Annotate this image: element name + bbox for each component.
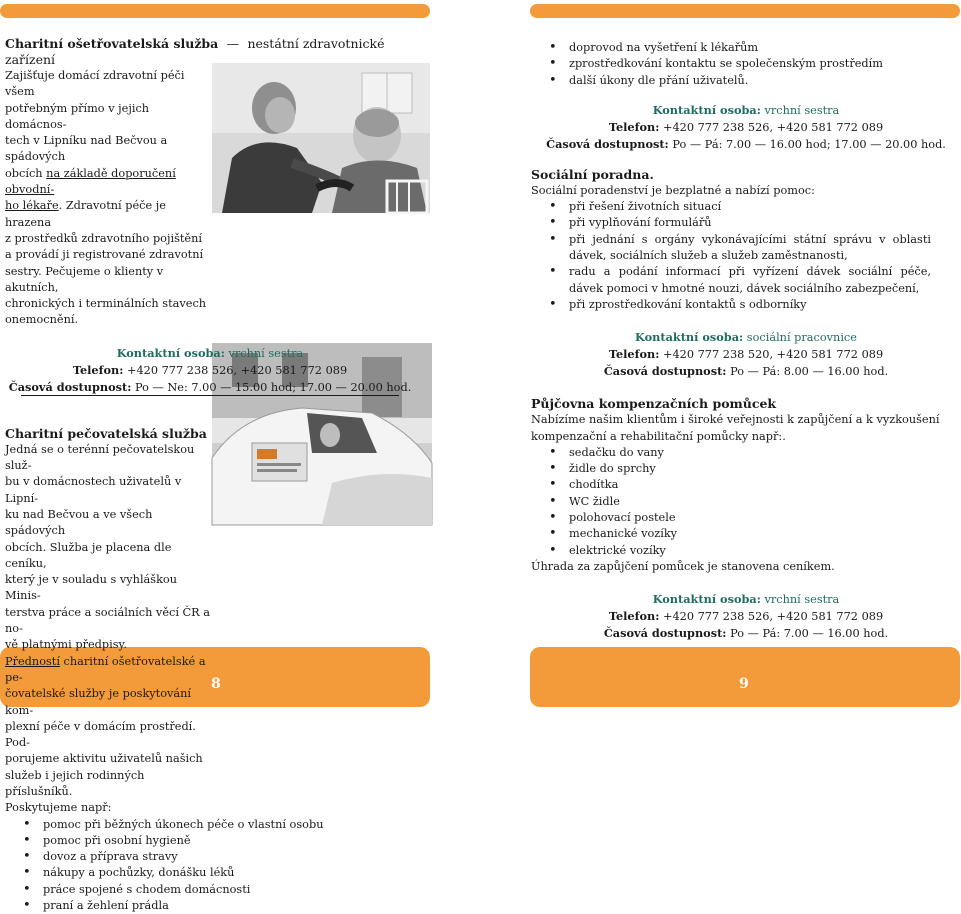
text-line: potřebným přímo v jejich domácnos-: [5, 101, 150, 131]
contact-label: Kontaktní osoba:: [652, 592, 761, 607]
phone-label: Telefon:: [608, 347, 660, 362]
top-bar-right: [530, 4, 960, 18]
text-line: Zajišťuje domácí zdravotní péči všem: [5, 69, 185, 99]
text-line: z prostředků zdravotního pojištění: [5, 231, 203, 245]
rental-items-list: [531, 445, 961, 559]
text-line: terstva práce a sociálních věcí ČR a no-: [5, 605, 211, 636]
nursing-description: [5, 68, 210, 329]
text-line: chronických i terminálních stavech: [5, 297, 207, 311]
social-services-list: [531, 199, 931, 313]
left-page: [5, 36, 415, 914]
list-item: • radu a podání informací při vyřízení dávek sociální péče, dávek pomoci v hmotné nouzi, dávek sociálního zabezpečení,: [531, 264, 931, 297]
provide-label: Poskytujeme např:: [5, 801, 112, 815]
page-number-right: 9: [739, 676, 749, 692]
text-line: ho lékaře. Zdravotní péče je hrazena: [5, 199, 166, 229]
top-bar-left: [0, 4, 430, 18]
contact-block-nursing: [5, 345, 415, 396]
phone-numbers: +420 777 238 526, +420 581 772 089: [662, 120, 884, 134]
contact-label: Kontaktní osoba:: [635, 330, 744, 345]
contact-block-care: [531, 102, 961, 153]
list-item: • dovoz a příprava stravy: [5, 849, 415, 865]
list-item: • polohovací postele: [531, 510, 961, 526]
text-line: Jedná se o terénní pečovatelskou služ-: [5, 442, 195, 473]
phone-label: Telefon:: [608, 609, 660, 624]
text-line: bu v domácnostech uživatelů v Lipní-: [5, 475, 182, 505]
contact-person: sociální pracovnice: [746, 331, 857, 345]
text-line: služeb i jejich rodinných příslušníků.: [5, 768, 145, 798]
contact-person: vrchní sestra: [228, 346, 304, 360]
right-page: [531, 40, 961, 642]
care-services-list-continued: [531, 40, 961, 89]
rental-intro: Nabízíme našim klientům i široké veřejnosti k zapůjčení a k vyzkoušení kompenzační a rehabilitační pomůcky např:.: [531, 413, 940, 443]
contact-block-rental: [531, 591, 961, 642]
text-line: tech v Lipníku nad Bečvou a spádových: [5, 134, 168, 164]
list-item: • sedačku do vany: [531, 445, 961, 461]
list-item: • praní a žehlení prádla: [5, 898, 415, 914]
hours-label: Časová dostupnost:: [603, 626, 727, 641]
text-line: obcích. Služba je placena dle ceníku,: [5, 540, 172, 570]
contact-block-social: [531, 329, 961, 380]
hours-value: Po — Pá: 7.00 — 16.00 hod; 17.00 — 20.00 hod.: [672, 137, 946, 151]
phone-label: Telefon:: [72, 362, 124, 377]
text-line: ku nad Bečvou a ve všech spádových: [5, 507, 153, 538]
hours-value: Po — Ne: 7.00 — 15.00 hod; 17.00 — 20.00 hod.: [134, 380, 412, 394]
list-item: • chodítka: [531, 477, 961, 493]
text-line: který je v souladu s vyhláškou Minis-: [5, 573, 178, 603]
list-item: • židle do sprchy: [531, 461, 961, 477]
hours-label: Časová dostupnost:: [8, 379, 132, 394]
hours-value: Po — Pá: 8.00 — 16.00 hod.: [730, 365, 889, 379]
social-intro: Sociální poradenství je bezplatné a nabízí pomoc:: [531, 183, 815, 197]
contact-person: vrchní sestra: [764, 103, 840, 117]
care-description: [5, 442, 210, 801]
section-heading-social: Sociální poradna.: [531, 166, 654, 182]
hours-label: Časová dostupnost:: [603, 364, 727, 379]
section-heading-nursing: Charitní ošetřovatelská služba — nestátní zdravotnické zařízení: [5, 36, 385, 67]
list-item: • elektrické vozíky: [531, 543, 961, 559]
hours-label: Časová dostupnost:: [546, 136, 669, 151]
list-item: • zprostředkování kontaktu se společenským prostředím: [531, 56, 961, 72]
phone-numbers: +420 777 238 526, +420 581 772 089: [662, 610, 884, 624]
hours-value: Po — Pá: 7.00 — 16.00 hod.: [730, 627, 889, 641]
section-heading-rental: Půjčovna kompenzačních pomůcek: [531, 396, 777, 412]
list-item: • nákupy a pochůzky, donášku léků: [5, 865, 415, 881]
text-line: a provádí ji registrované zdravotní: [5, 248, 204, 262]
list-item: • mechanické vozíky: [531, 526, 961, 542]
text-line: porujeme aktivitu uživatelů našich: [5, 752, 203, 766]
text-line: plexní péče v domácím prostředí. Pod-: [5, 719, 196, 750]
list-item: • při zprostředkování kontaktů s odborníky: [531, 297, 931, 313]
list-item: • další úkony dle přání uživatelů.: [531, 73, 961, 89]
list-item: • pomoc při osobní hygieně: [5, 833, 415, 849]
section-heading-care: Charitní pečovatelská služba: [5, 425, 207, 441]
list-item: • práce spojené s chodem domácnosti: [5, 882, 415, 898]
phone-numbers: +420 777 238 526, +420 581 772 089: [126, 363, 348, 377]
list-item: • při jednání s orgány vykonávajícími státní správu v oblasti dávek, sociálních služeb a služeb zaměstnanosti,: [531, 232, 931, 265]
rental-note: Úhrada za zapůjčení pomůcek je stanovena ceníkem.: [531, 559, 835, 573]
list-item: • WC židle: [531, 494, 961, 510]
phone-numbers: +420 777 238 520, +420 581 772 089: [662, 348, 884, 362]
text-line: Předností charitní ošetřovatelské a pe-: [5, 654, 206, 684]
text-line: onemocnění.: [5, 313, 79, 327]
text-line: vě platnými předpisy.: [5, 638, 128, 652]
page-number-left: 8: [211, 676, 221, 692]
contact-person: vrchní sestra: [764, 593, 840, 607]
list-item: • doprovod na vyšetření k lékařům: [531, 40, 961, 56]
phone-label: Telefon:: [608, 119, 660, 134]
text-line: sestry. Pečujeme o klienty v akutních,: [5, 264, 164, 294]
care-services-list: [5, 817, 415, 914]
text-line: obcích na základě doporučení obvodní-: [5, 166, 176, 197]
list-item: • při řešení životních situací: [531, 199, 931, 215]
list-item: • při vyplňování formulářů: [531, 215, 931, 231]
list-item: • pomoc při běžných úkonech péče o vlastní osobu: [5, 817, 415, 833]
contact-label: Kontaktní osoba:: [116, 345, 225, 360]
text-line: čovatelské služby je poskytování kom-: [5, 687, 192, 717]
contact-label: Kontaktní osoba:: [652, 102, 761, 117]
